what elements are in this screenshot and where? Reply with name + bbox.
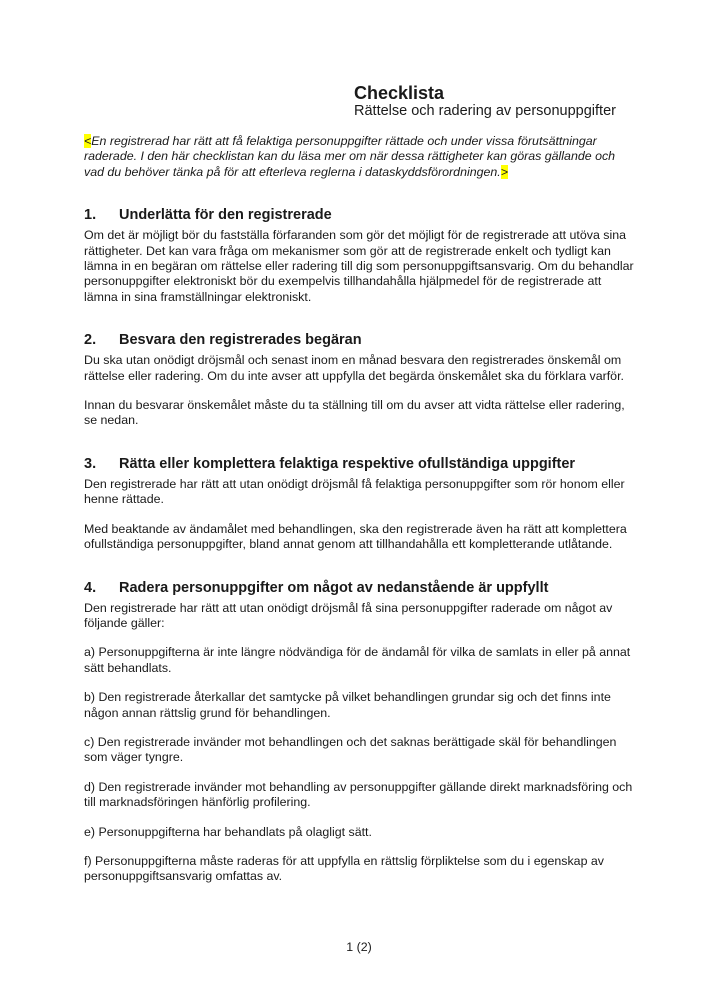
section-1-heading [84, 206, 634, 224]
section-4-list-item-e: e) Personuppgifterna har behandlats på olagligt sätt. [84, 824, 372, 839]
section-1 [84, 206, 634, 305]
section-4-list-item-f: f) Personuppgifterna måste raderas för att uppfylla en rättslig förpliktelse som du i egenskap av personuppgiftsansvarig omfattas av. [84, 853, 604, 884]
document-title-block [354, 0, 634, 120]
section-3-paragraph: Den registrerade har rätt att utan onödigt dröjsmål få felaktiga personuppgifter som rör honom eller henne rättade. [84, 476, 625, 507]
page-title: Checklista [354, 83, 445, 103]
section-4-list-item-c: c) Den registrerade invänder mot behandlingen och det saknas berättigade skäl för behandlingen som väger tyngre. [84, 734, 617, 765]
intro-text: En registrerad har rätt att få felaktiga personuppgifter rättade och under vissa förutsättningar raderade. I den här checklistan kan du läsa mer om när dessa rättigheter kan göras gällande och vad du behöver tänka på för att efterleva reglerna i dataskyddsförordningen. [84, 134, 616, 179]
section-3-number: 3. [84, 455, 97, 472]
section-3-heading [84, 455, 634, 473]
section-1-title: Underlätta för den registrerade [119, 207, 332, 224]
highlight-open-bracket: < [84, 134, 92, 148]
section-3-title: Rätta eller komplettera felaktiga respektive ofullständiga uppgifter [119, 455, 576, 472]
page-number: 1 (2) [346, 940, 372, 954]
section-4 [84, 579, 634, 885]
section-1-number: 1. [84, 207, 97, 224]
section-4-list-item-b: b) Den registrerade återkallar det samtycke på vilket behandlingen grundar sig och det finns inte någon annan rättslig grund för behandlingen. [84, 690, 611, 720]
section-2-number: 2. [84, 332, 97, 349]
section-4-paragraph: Den registrerade har rätt att utan onödigt dröjsmål få sina personuppgifter raderade om något av följande gäller: [84, 600, 613, 630]
highlight-close-bracket: > [500, 164, 508, 179]
section-4-title: Radera personuppgifter om något av nedanstående är uppfyllt [119, 579, 549, 596]
document-content [84, 0, 634, 885]
intro-paragraph [84, 134, 634, 180]
section-2-paragraph: Innan du besvarar önskemålet måste du ta ställning till om du avser att vidta rättelse eller radering, se nedan. [84, 398, 625, 428]
page-subtitle: Rättelse och radering av personuppgifter [354, 103, 616, 119]
section-1-paragraph: Om det är möjligt bör du fastställa förfaranden som gör det möjligt för de registrerade att utöva sina rättigheter. Det kan vara fråga om mekanismer som gör att de registrerade enkelt och tydligt kan lämna in en begäran om rättelse eller radering till dig som personuppgiftsansvarig. Om du behandlar personuppgifter elektroniskt bör du exempelvis tillhandahålla hjälpmedel för de registrerade att lämna in sina framställningar elektroniskt. [84, 228, 634, 304]
section-2-title: Besvara den registrerades begäran [119, 332, 362, 349]
section-4-list-item-d: d) Den registrerade invänder mot behandling av personuppgifter gällande direkt marknadsföring och till marknadsföringen hänförlig profilering. [84, 779, 633, 810]
section-4-list-item-a: a) Personuppgifterna är inte längre nödvändiga för de ändamål för vilka de samlats in eller på annat sätt behandlats. [84, 645, 631, 675]
section-3-paragraph: Med beaktande av ändamålet med behandlingen, ska den registrerade även ha rätt att komplettera ofullständiga personuppgifter, bland annat genom att tillhandahålla ett kompletterande utlåtande. [84, 521, 627, 552]
section-2 [84, 331, 634, 429]
section-2-paragraph: Du ska utan onödigt dröjsmål och senast inom en månad besvara den registrerades önskemål om rättelse eller radering. Om du inte avser att uppfylla det begärda önskemålet ska du förklara varför. [84, 353, 624, 383]
section-3 [84, 455, 634, 553]
section-2-heading [84, 331, 634, 349]
section-4-number: 4. [84, 579, 97, 596]
section-4-heading [84, 579, 634, 597]
